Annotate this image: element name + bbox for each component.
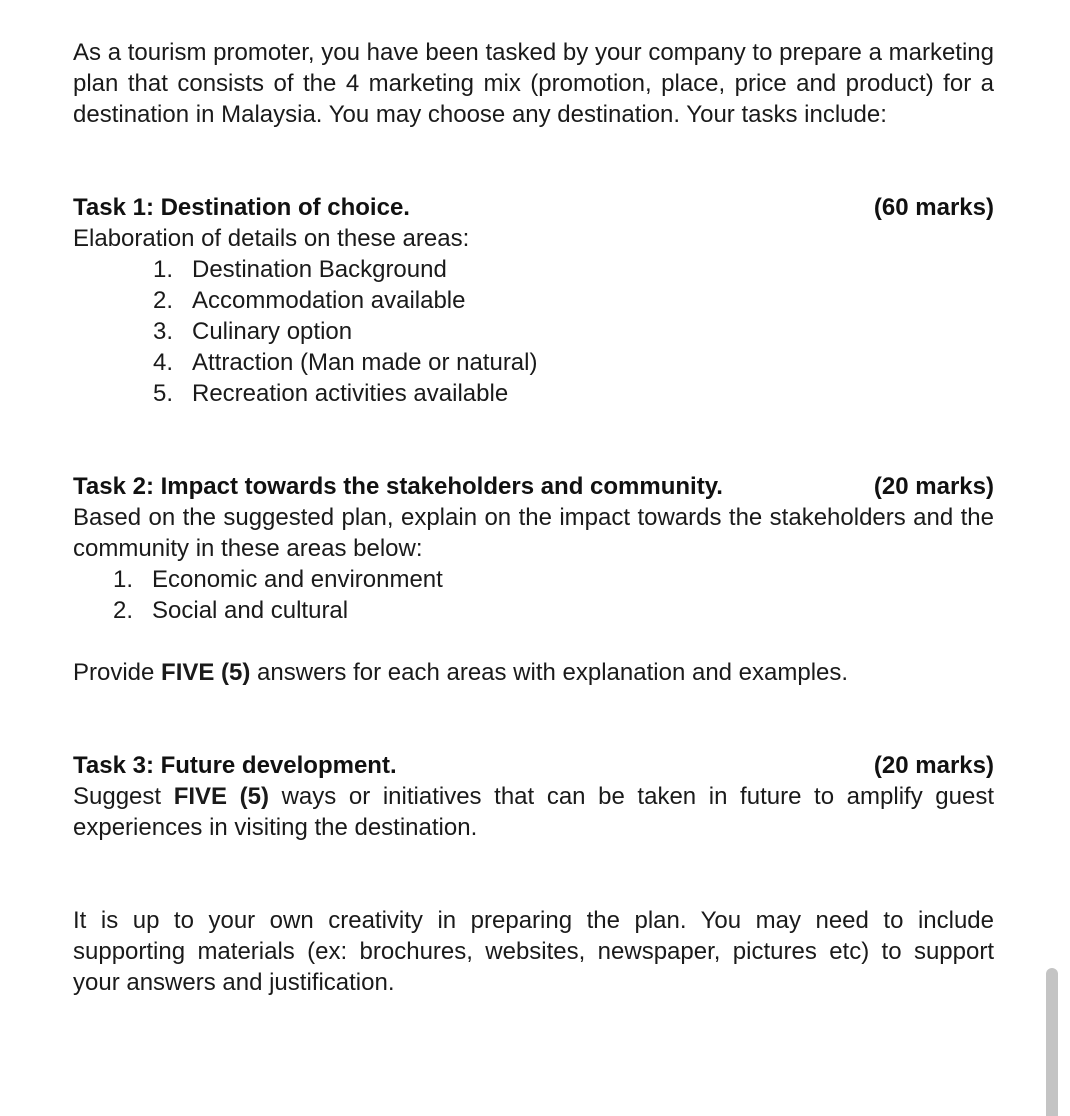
closing-paragraph: It is up to your own creativity in preparing the plan. You may need to include supporting materials (ex: brochures, websites, newspaper, pictures etc) to support your answers and justification.	[73, 907, 994, 996]
task2-title: Task 2: Impact towards the stakeholders and community.	[73, 473, 723, 500]
task1-title: Task 1: Destination of choice.	[73, 194, 410, 221]
intro-paragraph: As a tourism promoter, you have been tasked by your company to prepare a marketing plan that consists of the 4 marketing mix (promotion, place, price and product) for a destination in Malaysia. You may choose any destination. Your tasks include:	[73, 39, 994, 128]
task2-section	[73, 471, 994, 688]
list-item: 2. Accommodation available	[153, 287, 466, 314]
task1-heading	[73, 192, 994, 223]
task3-section	[73, 750, 994, 843]
list-item: 5. Recreation activities available	[153, 380, 509, 407]
assignment-document	[73, 37, 994, 998]
task3-heading	[73, 750, 994, 781]
list-item: 3. Culinary option	[153, 318, 353, 345]
list-item: 1. Destination Background	[153, 256, 447, 283]
task2-marks: (20 marks)	[873, 473, 994, 500]
task3-marks: (20 marks)	[873, 752, 994, 779]
list-item: 1. Economic and environment	[113, 566, 443, 593]
task1-subtitle: Elaboration of details on these areas:	[73, 225, 470, 252]
task1-list	[73, 254, 994, 409]
task2-instruction: Provide FIVE (5) answers for each areas with explanation and examples.	[73, 659, 849, 686]
task3-description: Suggest FIVE (5) ways or initiatives that can be taken in future to amplify guest experiences in visiting the destination.	[73, 783, 995, 841]
task1-section	[73, 192, 994, 409]
vertical-scrollbar[interactable]	[1046, 968, 1058, 1116]
task1-marks: (60 marks)	[873, 194, 994, 221]
task3-title: Task 3: Future development.	[73, 752, 397, 779]
task2-list	[73, 564, 994, 626]
task2-heading	[73, 471, 994, 502]
list-item: 2. Social and cultural	[113, 597, 349, 624]
list-item: 4. Attraction (Man made or natural)	[153, 349, 538, 376]
task2-description: Based on the suggested plan, explain on the impact towards the stakeholders and the community in these areas below:	[73, 504, 994, 562]
